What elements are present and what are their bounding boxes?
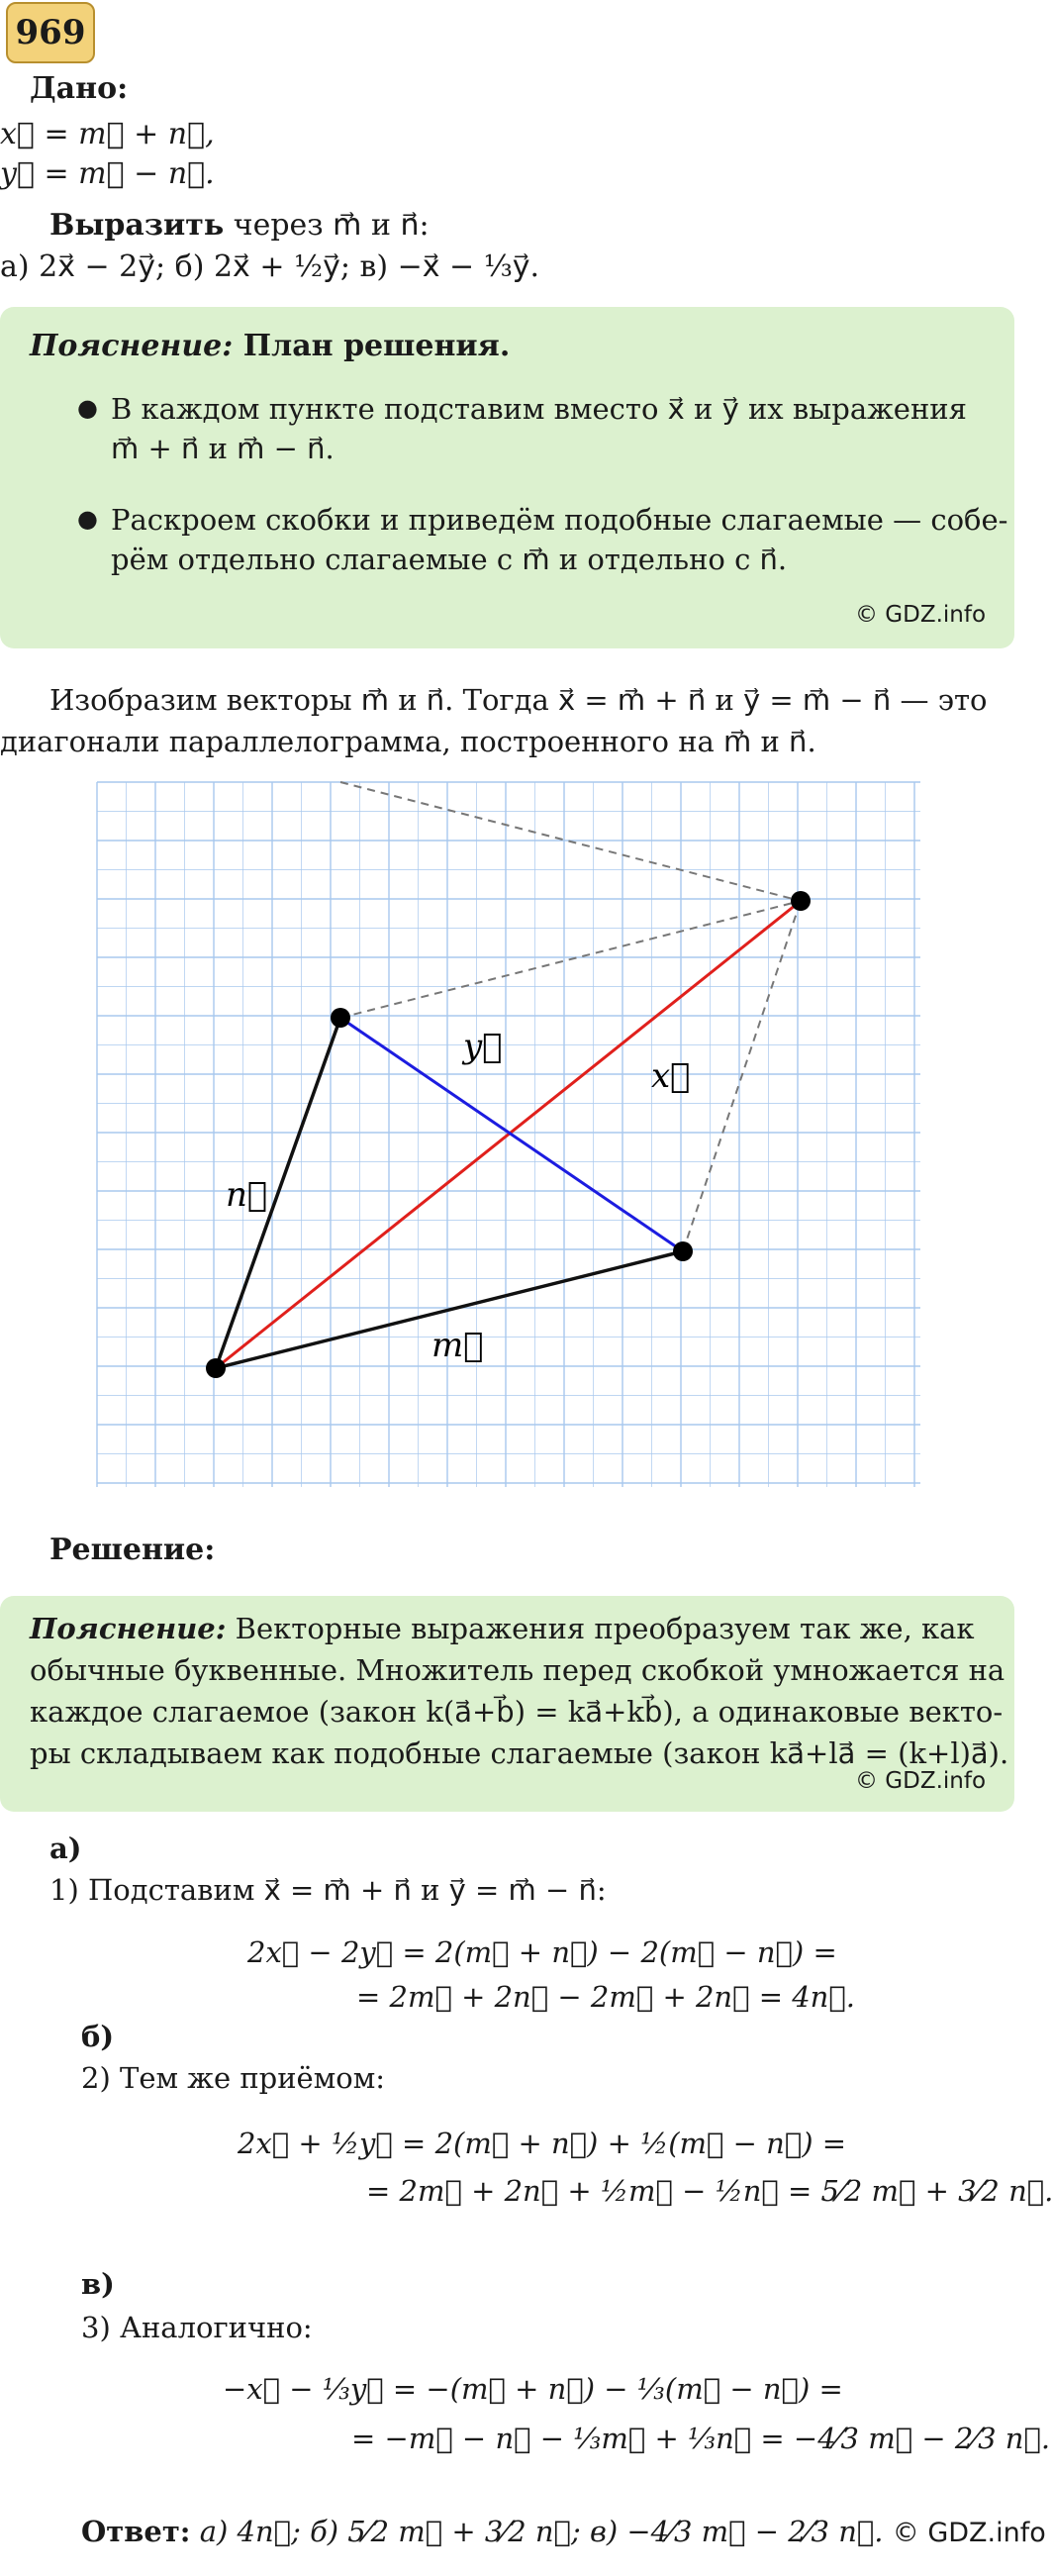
plan-copyright: © GDZ.info — [855, 602, 987, 628]
explanation-line-4: ры складываем как подобные слагаемые (закон ka⃗+la⃗ = (k+l)a⃗). — [30, 1736, 1009, 1770]
part-b-eq-2: = 2m⃗ + 2n⃗ + ½m⃗ − ½n⃗ = 5⁄2 m⃗ + 3⁄2 n⃗. — [366, 2174, 1053, 2208]
dashed-side-top — [340, 782, 801, 901]
label-y: y⃗ — [463, 1027, 503, 1066]
answer-line — [81, 2515, 1046, 2548]
express-bold: Выразить — [49, 208, 225, 243]
part-a-eq-1: 2x⃗ − 2y⃗ = 2(m⃗ + n⃗) − 2(m⃗ − n⃗) = — [247, 1935, 837, 1969]
explanation-label: Пояснение: — [30, 1612, 227, 1645]
solution-title: Решение: — [49, 1533, 216, 1567]
explanation-line-1-text: Векторные выражения преобразуем так же, как — [226, 1612, 975, 1645]
given-line-2: y⃗ = m⃗ − n⃗. — [0, 156, 215, 191]
point-x-end — [791, 891, 811, 911]
vector-x-line — [216, 901, 801, 1368]
explanation-line-3: каждое слагаемое (закон k(a⃗+b⃗) = ka⃗+kb⃗), а одинаковые векто- — [30, 1695, 1004, 1729]
answer-text: а) 4n⃗; б) 5⁄2 m⃗ + 3⁄2 n⃗; в) −4⁄3 m⃗ − 2⁄3 n⃗. — [190, 2515, 884, 2548]
plan-bullet-2-line-1: Раскроем скобки и приведём подобные слагаемые — собе- — [111, 503, 1008, 537]
draw-text-line-1: Изобразим векторы m⃗ и n⃗. Тогда x⃗ = m⃗ + n⃗ и y⃗ = m⃗ − n⃗ — это — [49, 683, 988, 717]
point-n-end — [331, 1008, 350, 1028]
plan-bullet-2-line-2: рём отдельно слагаемые с m⃗ и отдельно с n⃗. — [111, 543, 788, 576]
dashed-side-right — [683, 901, 801, 1251]
explanation-copyright: © GDZ.info — [855, 1768, 987, 1794]
part-a-step: 1) Подставим x⃗ = m⃗ + n⃗ и y⃗ = m⃗ − n⃗: — [49, 1873, 607, 1907]
plan-heading — [30, 329, 510, 363]
bullet-dot: ● — [77, 394, 98, 422]
explanation-line-1 — [30, 1612, 975, 1645]
draw-text-line-2: диагонали параллелограмма, построенного на m⃗ и n⃗. — [0, 725, 816, 758]
part-b-eq-1: 2x⃗ + ½y⃗ = 2(m⃗ + n⃗) + ½(m⃗ − n⃗) = — [238, 2127, 847, 2160]
answer-label: Ответ: — [81, 2515, 191, 2548]
part-c-eq-1: −x⃗ − ⅓y⃗ = −(m⃗ + n⃗) − ⅓(m⃗ − n⃗) = — [223, 2372, 843, 2406]
bullet-dot: ● — [77, 505, 98, 533]
plan-title: План решения. — [233, 329, 511, 363]
given-title: Дано: — [30, 71, 129, 106]
parallelogram-figure — [97, 782, 920, 1487]
part-c-label: в) — [81, 2267, 115, 2301]
label-m: m⃗ — [431, 1326, 484, 1365]
part-a-label: а) — [49, 1832, 82, 1865]
dashed-side-top — [340, 901, 801, 1018]
plan-label: Пояснение: — [30, 329, 234, 363]
explanation-line-2: обычные буквенные. Множитель перед скобкой умножается на — [30, 1653, 1005, 1687]
part-a-eq-2: = 2m⃗ + 2n⃗ − 2m⃗ + 2n⃗ = 4n⃗. — [356, 1980, 855, 2014]
express-prompt — [49, 208, 430, 243]
part-b-label: б) — [81, 2020, 115, 2053]
task-number-badge: 969 — [6, 2, 95, 63]
part-b-step: 2) Тем же приёмом: — [81, 2061, 386, 2095]
label-n: n⃗ — [226, 1175, 268, 1215]
part-c-step: 3) Аналогично: — [81, 2311, 313, 2344]
label-x: x⃗ — [651, 1056, 691, 1096]
point-m-end — [673, 1241, 693, 1261]
given-line-1: x⃗ = m⃗ + n⃗, — [0, 117, 215, 151]
plan-bullet-1-line-2: m⃗ + n⃗ и m⃗ − n⃗. — [111, 432, 335, 465]
answer-copyright: © GDZ.info — [892, 2518, 1046, 2548]
express-text: через m⃗ и n⃗: — [224, 208, 430, 243]
express-items: а) 2x⃗ − 2y⃗; б) 2x⃗ + ½y⃗; в) −x⃗ − ⅓y⃗. — [0, 249, 540, 284]
part-c-eq-2: = −m⃗ − n⃗ − ⅓m⃗ + ⅓n⃗ = −4⁄3 m⃗ − 2⁄3 n⃗. — [351, 2422, 1051, 2455]
vector-y-line — [340, 1018, 683, 1251]
point-origin — [206, 1358, 226, 1378]
plan-bullet-1-line-1: В каждом пункте подставим вместо x⃗ и y⃗ их выражения — [111, 392, 967, 426]
